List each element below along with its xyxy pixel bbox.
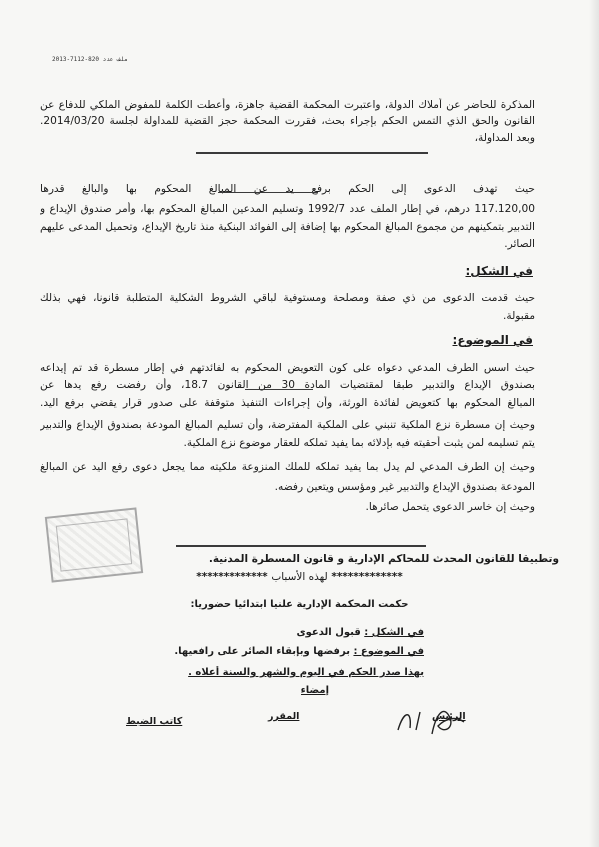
merits1-line-2: بصندوق الإيداع والتدبير طبقا لمقتضيات المادة 30 من القانون 18.7، وأن رفضت رفع يدها عن — [40, 379, 535, 391]
request-line-4: الصائر. — [504, 238, 535, 250]
heading-merits: في الموضوع: — [452, 333, 533, 347]
merits2-line-2: يتم تسليمه لمن يثبت أحقيته فيه بإدلائه بما يفيد تملكه للعقار موضوع نزع الملكية. — [183, 437, 535, 449]
merits3-line-2: المودعة بصندوق الإيداع والتدبير غير ومؤسس ويتعين رفضه. — [274, 481, 535, 493]
for-reasons: لهذه الأسباب — [271, 571, 328, 583]
for-reasons-row — [0, 571, 599, 583]
redaction-bar — [196, 152, 428, 154]
form-line-2: مقبولة. — [503, 310, 535, 322]
ruling-merits-label: في الموضوع : — [353, 646, 424, 657]
merits3-line-1: وحيث إن الطرف المدعي لم يدل بما يفيد تملكه للملك المنزوعة ملكيته مما يجعل دعوى رفع اليد عن المبالغ — [40, 461, 535, 473]
clerk-label: كاتب الضبط — [126, 716, 183, 727]
president-label: الرئيس — [432, 711, 466, 722]
merits3-line-3: وحيث إن خاسر الدعوى يتحمل صائرها. — [365, 501, 535, 513]
merits2-line-1: وحيث إن مسطرة نزع الملكية تنبني على الملكية المفترضة، وأن تسليم المبالغ المودعة بصندوق الإيداع والتدبير — [40, 419, 535, 431]
intro-line-1: المذكرة للحاضر عن أملاك الدولة، واعتبرت المحكمة القضية جاهزة، وأعطت الكلمة للمفوض الملكي للدفاع عن — [40, 99, 535, 111]
redaction-bar — [218, 192, 318, 193]
ruling-merits — [174, 645, 424, 659]
ruling-form-text: قبول الدعوى — [296, 627, 361, 638]
signature-heading: إمضاء — [300, 685, 329, 696]
rapporteur-label: المقرر — [268, 711, 300, 722]
president-signature — [392, 700, 472, 740]
case-reference: 2013-7112-820 ملف عدد — [52, 56, 128, 63]
request-line-1: حيث تهدف الدعوى إلى الحكم برفع يد عن المبالغ المحكوم بها والبالغ قدرها — [40, 183, 535, 195]
page-fold-shadow — [589, 0, 599, 847]
redaction-bar — [176, 545, 426, 547]
ruling-merits-text: برفضها وبإبقاء الصائر على رافعيها. — [174, 646, 350, 657]
dots-right: ************* — [196, 571, 268, 583]
merits1-line-3: المبالغ المحكوم بها كتعويض لفائدة الورثة، وأن إجراءات التنفيذ متوقفة على صدور قرار يقضي برفع اليد. — [40, 397, 535, 409]
form-line-1: حيث قدمت الدعوى من ذي صفة ومصلحة ومستوفية لباقي الشروط الشكلية المتطلبة قانونا، فهي بذلك — [40, 292, 535, 304]
request-line-3: التدبير بتمكينهم من مجموع المبالغ المحكوم بها إضافة إلى الفوائد البنكية منذ تاريخ الإيداع، وتحميل المدعى عليهم — [40, 221, 535, 233]
request-line-2: 117.120,00 درهم، في إطار الملف عدد 1992/7 وتسليم المدعين المبالغ المحكوم بها، وأمر صندوق الإيداع و — [40, 203, 535, 215]
issued-statement: بهذا صدر الحكم في اليوم والشهر والسنة أعلاه . — [188, 667, 424, 678]
ruling-form — [296, 626, 424, 640]
intro-line-2: القانون والحق الذي التمس الحكم بإجراء بحث، فقررت المحكمة حجز القضية للمداولة لجلسة 2014/03/20. — [40, 115, 535, 127]
heading-form: في الشكل: — [465, 264, 533, 278]
redaction-bar — [245, 389, 313, 390]
merits1-line-1: حيث اسس الطرف المدعي دعواه على كون التعويض المحكوم به لفائدتهم في إطار مسطرة قد تم إيداعه — [40, 362, 535, 374]
ruling-form-label: في الشكل : — [364, 627, 424, 638]
law-applied: وتطبيقا للقانون المحدث للمحاكم الإدارية و قانون المسطرة المدنية. — [208, 553, 559, 565]
judgment-intro: حكمت المحكمة الإدارية علنيا ابتدائيا حضوريا: — [190, 599, 409, 610]
intro-line-3: وبعد المداولة، — [474, 132, 535, 144]
dots-left: ************* — [331, 571, 403, 583]
